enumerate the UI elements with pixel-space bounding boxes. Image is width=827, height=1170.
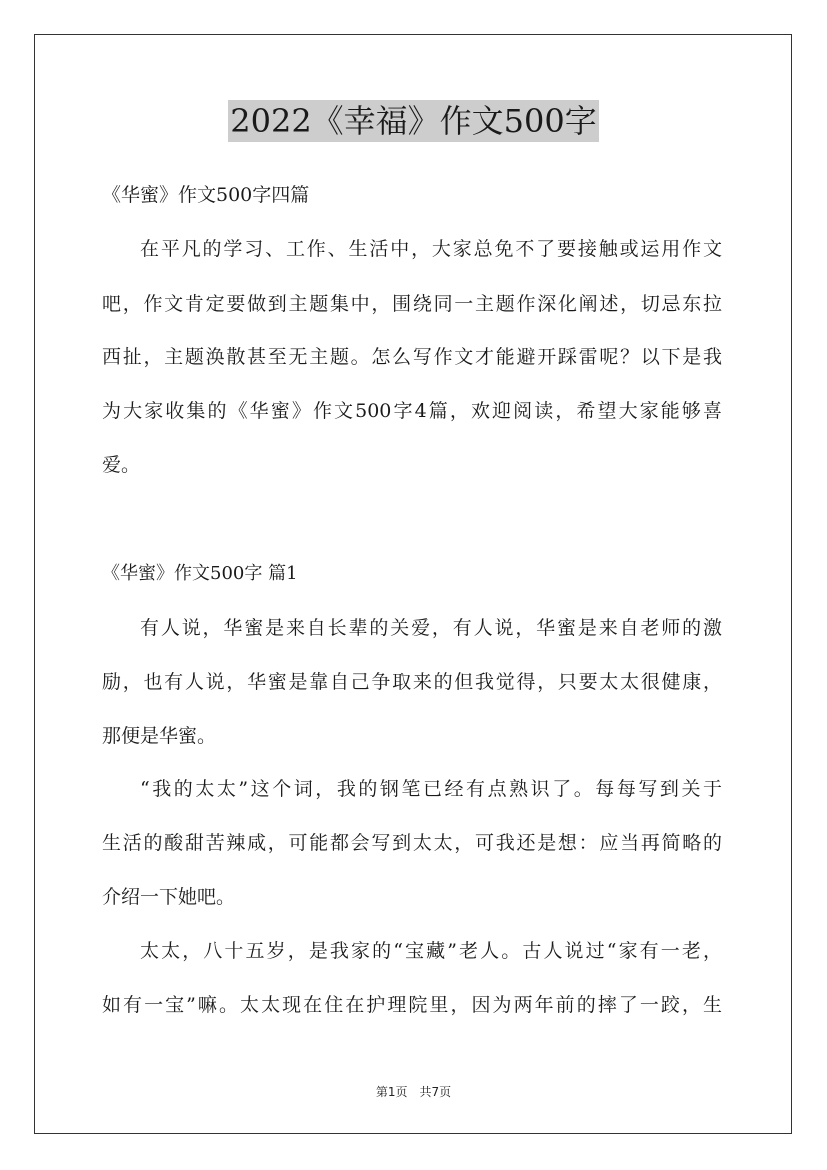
page-total: 共7页 [419, 1085, 452, 1099]
title-container [0, 100, 827, 142]
paragraph1-line-2: 励，也有人说，华蜜是靠自己争取来的但我觉得，只要太太很健康， [102, 671, 722, 693]
paragraph1-line-1: 有人说，华蜜是来自长辈的关爱，有人说，华蜜是来自老师的激 [140, 617, 722, 639]
intro-line-5: 爱。 [102, 454, 141, 476]
paragraph2-line-3: 介绍一下她吧。 [102, 886, 236, 908]
document-subtitle: 《华蜜》作文500字四篇 [102, 184, 310, 206]
intro-line-4: 为大家收集的《华蜜》作文500字4篇，欢迎阅读，希望大家能够喜 [102, 400, 722, 422]
document-title: 2022《幸福》作文500字 [230, 102, 597, 140]
paragraph3-line-2: 如有一宝”嘛。太太现在住在护理院里，因为两年前的摔了一跤，生 [102, 994, 722, 1016]
intro-line-1: 在平凡的学习、工作、生活中，大家总免不了要接触或运用作文 [140, 238, 722, 260]
paragraph2-line-1: “我的太太”这个词，我的钢笔已经有点熟识了。每每写到关于 [140, 778, 722, 800]
paragraph2-line-2: 生活的酸甜苦辣咸，可能都会写到太太，可我还是想：应当再简略的 [102, 832, 722, 854]
page-number: 第1页 [375, 1085, 408, 1099]
paragraph1-line-3: 那便是华蜜。 [102, 725, 217, 747]
intro-line-2: 吧，作文肯定要做到主题集中，围绕同一主题作深化阐述，切忌东拉 [102, 293, 722, 315]
intro-line-3: 西扯，主题涣散甚至无主题。怎么写作文才能避开踩雷呢？以下是我 [102, 346, 722, 368]
paragraph3-line-1: 太太，八十五岁，是我家的“宝藏”老人。古人说过“家有一老， [140, 940, 722, 962]
section-heading: 《华蜜》作文500字 篇1 [102, 563, 298, 584]
page-footer [0, 1084, 827, 1100]
